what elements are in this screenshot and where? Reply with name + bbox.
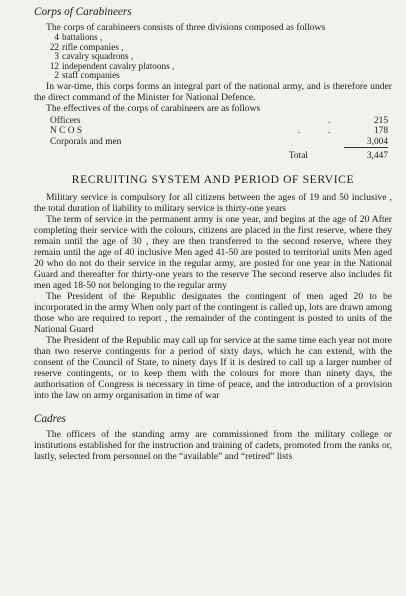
recruiting-paragraph: Military service is compulsory for all citizens between the ages of 19 and 50 inclusive , the total duration of liability to military service is thirty-one years <box>34 191 392 214</box>
cadres-heading: Cadres <box>34 412 66 425</box>
unit-name: cavalry squadrons , <box>62 51 134 61</box>
unit-count: 4 <box>54 32 59 42</box>
cadres-paragraph: The officers of the standing army are commissioned from the military college or institutions established for the instruction and training of cadets, promoted from the ranks or, lastly, selected from personnel on the “available” and “retired” lists <box>34 428 392 462</box>
table-row <box>50 148 388 162</box>
unit-count: 3 <box>54 51 59 61</box>
officers-value: 215 <box>373 115 388 126</box>
corporals-label: Corporals and men <box>50 136 122 147</box>
nco-value: 178 <box>373 126 388 136</box>
list-item <box>48 71 392 81</box>
unit-count: 2 <box>54 70 59 80</box>
leader-dot: . <box>297 126 301 136</box>
table-row <box>50 126 388 137</box>
unit-name: battalions , <box>62 32 103 42</box>
recruiting-paragraph: The President of the Republic may call up for service at the same time each year not more than two reserve contingents for a period of sixty days, which he can extend, with the consent of the Council of State, to ninety days If it is desired to call up a larger number of reserve contingents, or to keep them with the colours for more than ninety days, the authorisation of Congress is necessary in time of peace, and the introduction of a provision into the law on army organisation in time of war <box>34 334 392 401</box>
officers-label: Officers <box>50 115 81 126</box>
unit-name: rifle companies , <box>62 41 124 52</box>
unit-name: independent cavalry platoons , <box>62 60 175 71</box>
corps-intro: The corps of carabineers consists of three divisions composed as follows <box>46 22 326 33</box>
leader-dot: . <box>327 126 331 136</box>
units-list <box>48 33 392 81</box>
recruiting-paragraph: The President of the Republic designates the contingent of men aged 20 to be incorporated in the army When only part of the contingent is called up, lots are drawn among those who are required to report , the remainder of the contingent is posted to units of the National Guard <box>34 290 392 335</box>
recruiting-paragraph: The term of service in the permanent army is one year, and begins at the age of 20 After completing their service with the colours, citizens are placed in the first reserve, where they remain until the age of 30 , they are then transferred to the second reserve, where they remain until the age of 40 inclusive Men aged 41-50 are posted to territorial units Men aged 20 who do not do their service in the regular army, are posted for one year in the National Guard and thereafter for thirty-one years to the reserve The second reserve also includes fit men aged 18-50 not belonging to the regular army <box>34 213 392 291</box>
table-row <box>50 116 388 127</box>
unit-count: 12 <box>49 60 59 71</box>
unit-count: 22 <box>49 41 59 52</box>
total-value: 3,447 <box>366 151 388 161</box>
corporals-value: 3,004 <box>344 137 388 148</box>
effectives-intro: The effectives of the corps of carabineers are as follows <box>46 102 261 114</box>
table-row <box>50 137 388 148</box>
recruiting-heading: RECRUITING SYSTEM AND PERIOD OF SERVICE <box>71 172 355 186</box>
nco-label: N C O S <box>50 126 83 136</box>
total-label: Total <box>288 150 308 161</box>
leader-dot: . <box>327 115 331 126</box>
corps-heading: Corps of Carabineers <box>34 6 132 18</box>
wartime-paragraph: In war-time, this corps forms an integral part of the national army, and is therefore under the direct command of the Minister for National Defence. <box>34 80 392 103</box>
unit-name: staff companies <box>62 70 120 80</box>
effectives-table <box>50 116 388 162</box>
